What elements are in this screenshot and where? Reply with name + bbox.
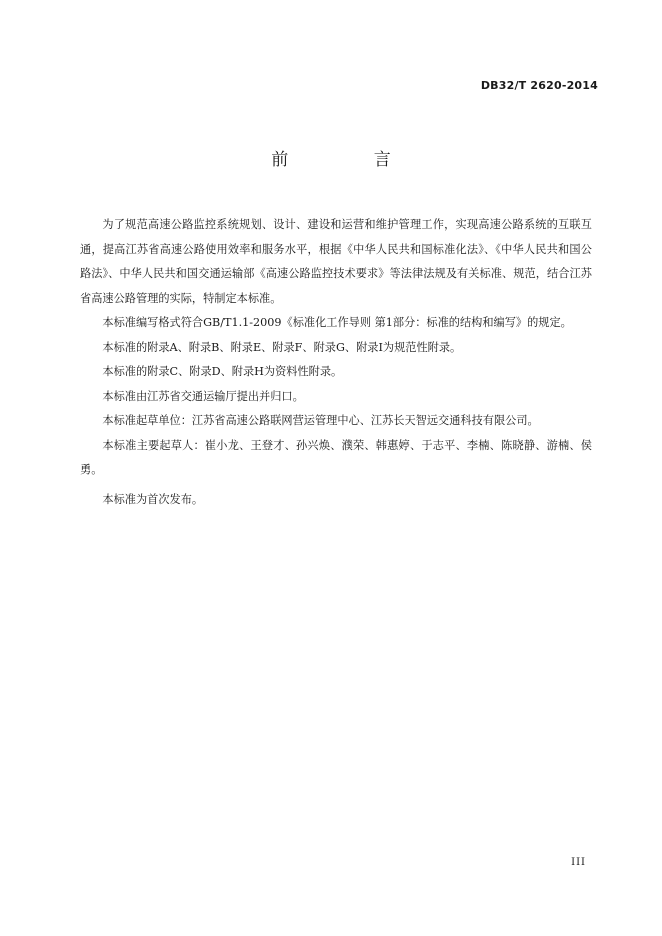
paragraph-proposer: 本标准由江苏省交通运输厅提出并归口。	[102, 389, 304, 403]
standard-code: DB32/T 2620-2014	[480, 79, 598, 92]
paragraph-drafting-units: 本标准起草单位：江苏省高速公路联网营运管理中心、江苏长天智远交通科技有限公司。	[102, 414, 539, 427]
paragraph-purpose: 为了规范高速公路监控系统规划、设计、建设和运营和维护管理工作，实现高速公路系统的互联互通，提高江苏省高速公路使用效率和服务水平，根据《中华人民共和国标准化法》、《中华人民共和国公路法》、中华人民共和国交通运输部《高速公路监控技术要求》等法律法规及有关标准、规范，结合江苏省高速公路管理的实际，特制定本标准。	[80, 218, 592, 305]
page-title: 前 言	[271, 150, 431, 170]
paragraph-drafters: 本标准主要起草人：崔小龙、王登才、孙兴焕、濮荣、韩惠婷、于志平、李楠、陈晓静、游楠、侯勇。	[80, 438, 592, 476]
page-number: III	[571, 857, 586, 868]
paragraph-informative-appendices: 本标准的附录C、附录D、附录H为资料性附录。	[102, 365, 343, 378]
foreword-body	[80, 213, 592, 512]
paragraph-first-release: 本标准为首次发布。	[102, 492, 204, 506]
paragraph-format: 本标准编写格式符合GB/T1.1-2009《标准化工作导则 第1部分：标准的结构和编写》的规定。	[102, 316, 572, 329]
paragraph-normative-appendices: 本标准的附录A、附录B、附录E、附录F、附录G、附录I为规范性附录。	[102, 340, 462, 354]
